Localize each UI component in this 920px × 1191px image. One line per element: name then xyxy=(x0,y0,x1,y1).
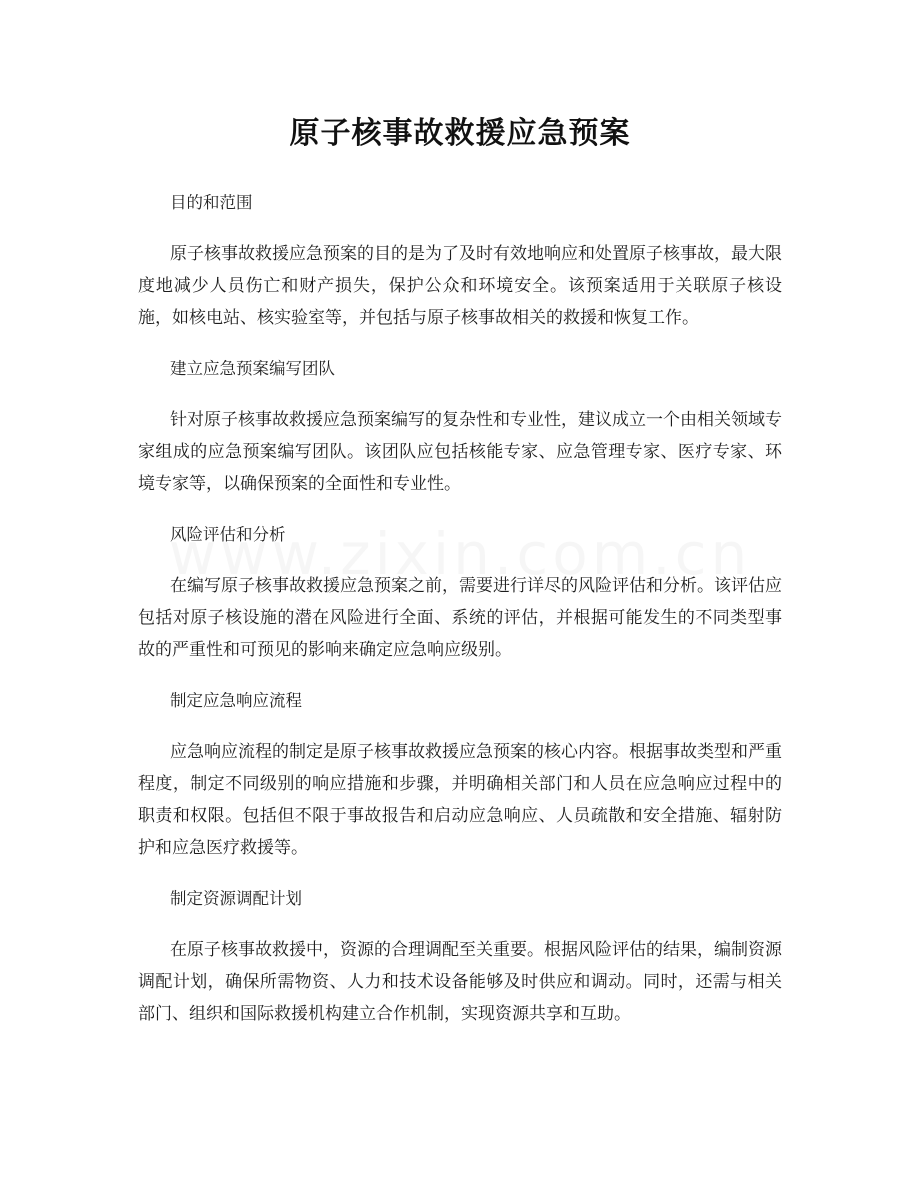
section-paragraph: 原子核事故救援应急预案的目的是为了及时有效地响应和处置原子核事故，最大限度地减少人员伤亡和财产损失，保护公众和环境安全。该预案适用于关联原子核设施，如核电站、核实验室等，并包括与原子核事故相关的救援和恢复工作。 xyxy=(138,244,782,328)
section-paragraph: 针对原子核事故救援应急预案编写的复杂性和专业性，建议成立一个由相关领域专家组成的应急预案编写团队。该团队应包括核能专家、应急管理专家、医疗专家、环境专家等，以确保预案的全面性和专业性。 xyxy=(138,410,782,494)
section-paragraph: 应急响应流程的制定是原子核事故救援应急预案的核心内容。根据事故类型和严重程度，制定不同级别的响应措施和步骤，并明确相关部门和人员在应急响应过程中的职责和权限。包括但不限于事故报告和启动应急响应、人员疏散和安全措施、辐射防护和应急医疗救援等。 xyxy=(138,742,782,858)
section-writing-team xyxy=(138,354,782,500)
section-response-process xyxy=(138,686,782,864)
section-risk-assessment xyxy=(138,520,782,666)
section-heading: 建立应急预案编写团队 xyxy=(170,359,335,378)
section-heading: 风险评估和分析 xyxy=(170,525,286,544)
document-title: 原子核事故救援应急预案 xyxy=(289,116,631,151)
section-paragraph: 在原子核事故救援中，资源的合理调配至关重要。根据风险评估的结果，编制资源调配计划，确保所需物资、人力和技术设备能够及时供应和调动。同时，还需与相关部门、组织和国际救援机构建立合作机制，实现资源共享和互助。 xyxy=(138,940,782,1024)
section-heading: 制定应急响应流程 xyxy=(170,691,302,710)
section-resource-plan xyxy=(138,884,782,1030)
section-heading: 制定资源调配计划 xyxy=(170,889,302,908)
section-purpose-scope xyxy=(138,188,782,334)
section-paragraph: 在编写原子核事故救援应急预案之前，需要进行详尽的风险评估和分析。该评估应包括对原子核设施的潜在风险进行全面、系统的评估，并根据可能发生的不同类型事故的严重性和可预见的影响来确定应急响应级别。 xyxy=(138,576,782,660)
section-heading: 目的和范围 xyxy=(170,193,253,212)
